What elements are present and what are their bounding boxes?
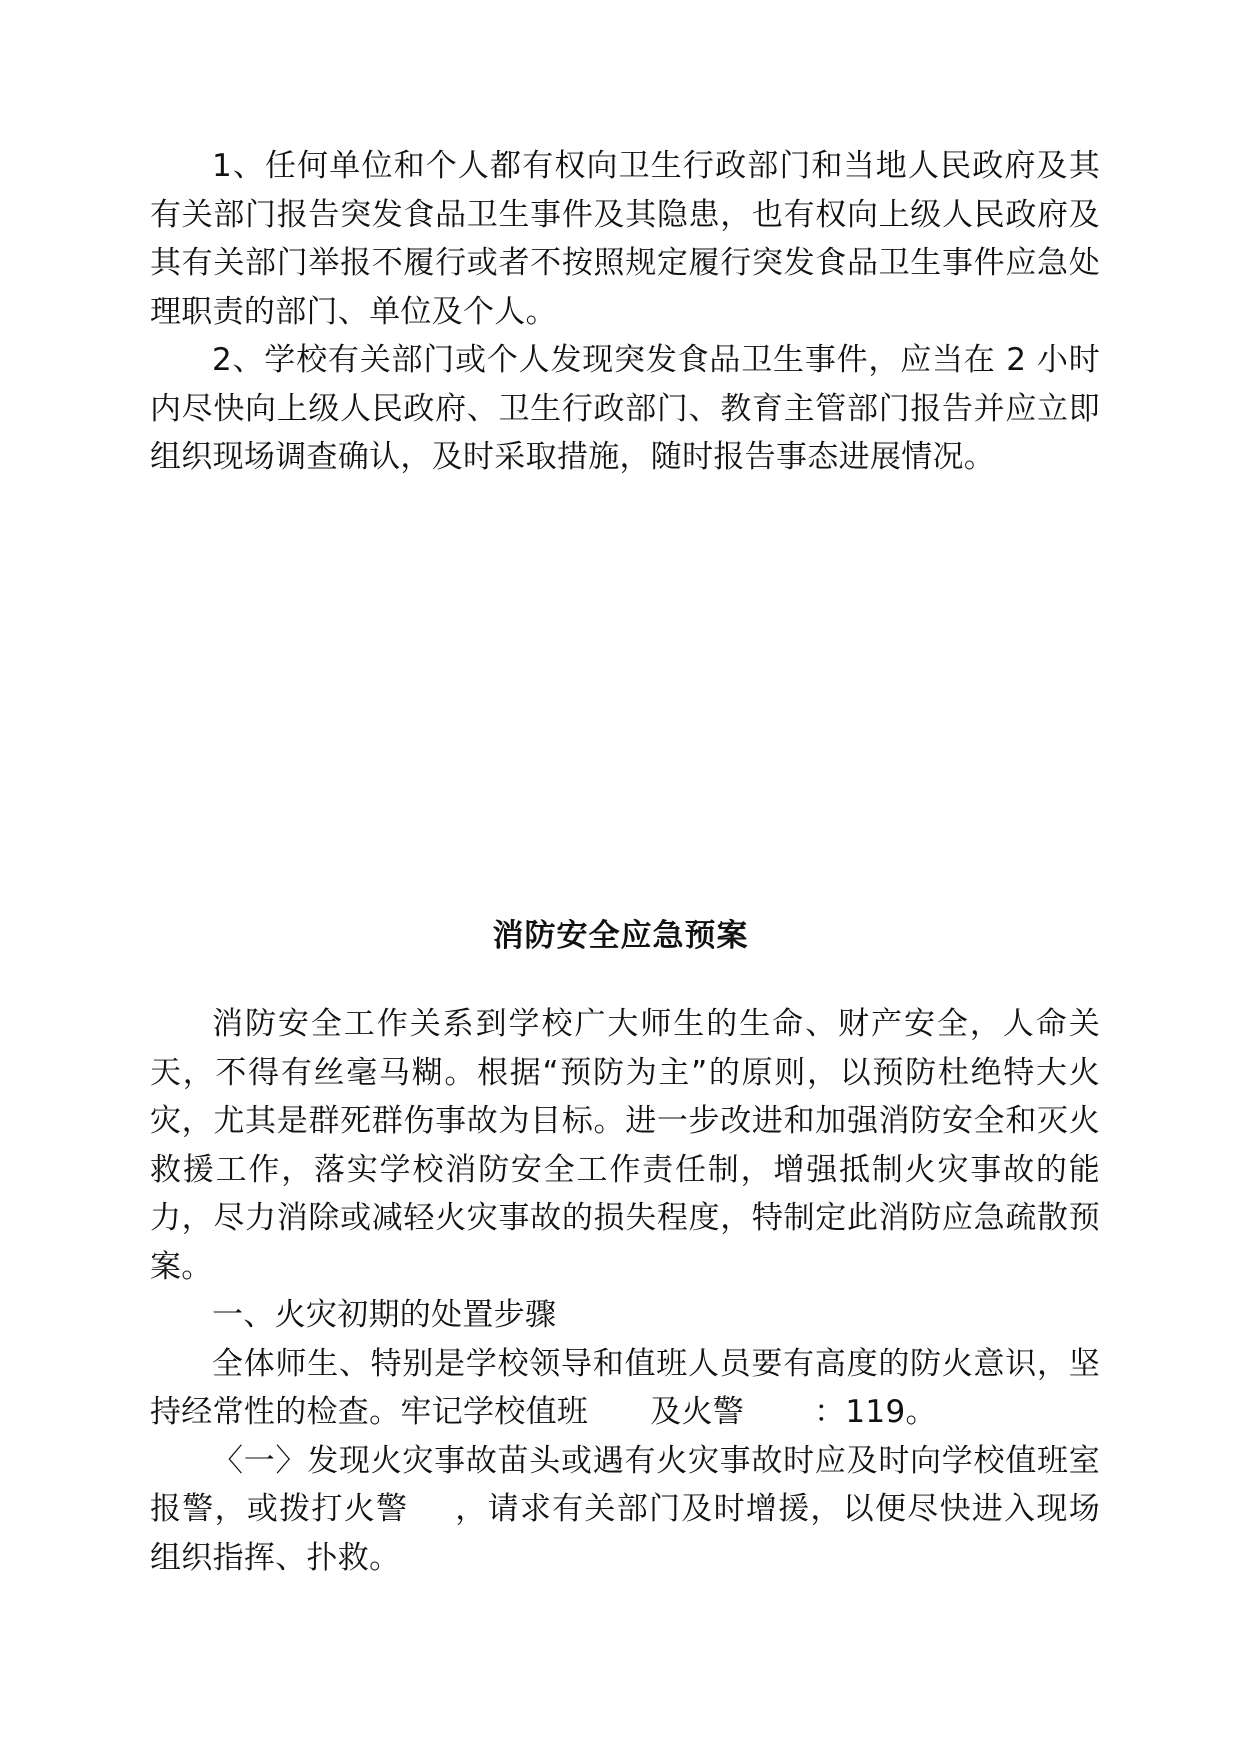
paragraph-2: 2、学校有关部门或个人发现突发食品卫生事件，应当在 2 小时内尽快向上级人民政府、卫生行政部门、教育主管部门报告并应立即组织现场调查确认，及时采取措施，随时报告事态进展情况。 — [150, 342, 1100, 475]
paragraph-report-fire — [150, 1437, 1100, 1583]
paragraph-vigilance — [150, 1340, 1100, 1437]
food-safety-reporting-section — [150, 142, 1100, 482]
vigilance-text-1: 全体师生、特别是学校领导和值班人员要有高度的防火意识，坚持经常性的检查。牢记学校值班 — [150, 1345, 1100, 1430]
report-text-1: 〈一〉发现火灾事故苗头或遇有火灾事故时应及时向学校值班室报警，或拨打火警 — [150, 1442, 1100, 1527]
section-title: 消防安全应急预案 — [492, 918, 749, 954]
vigilance-text-2: 及火警 — [650, 1394, 745, 1430]
report-text-2: ，请求有关部门及时增援，以便尽快进入现场组织指挥、扑救。 — [150, 1491, 1101, 1576]
paragraph-1: 1、任何单位和个人都有权向卫生行政部门和当地人民政府及其有关部门报告突发食品卫生事件及其隐患，也有权向上级人民政府及其有关部门举报不履行或者不按照规定履行突发食品卫生事件应急处理职责的部门、单位及个人。 — [150, 148, 1100, 330]
fire-safety-section — [150, 1000, 1100, 1582]
intro-paragraph: 消防安全工作关系到学校广大师生的生命、财产安全，人命关天，不得有丝毫马糊。根据“预防为主”的原则，以预防杜绝特大火灾，尤其是群死群伤事故为目标。进一步改进和加强消防安全和灭火救援工作，落实学校消防安全工作责任制，增强抵制火灾事故的能力，尽力消除或减轻火灾事故的损失程度，特制定此消防应急疏散预案。 — [150, 1006, 1100, 1285]
heading-initial-fire-steps: 一、火灾初期的处置步骤 — [212, 1297, 557, 1333]
vigilance-text-3: ：119。 — [814, 1394, 937, 1430]
